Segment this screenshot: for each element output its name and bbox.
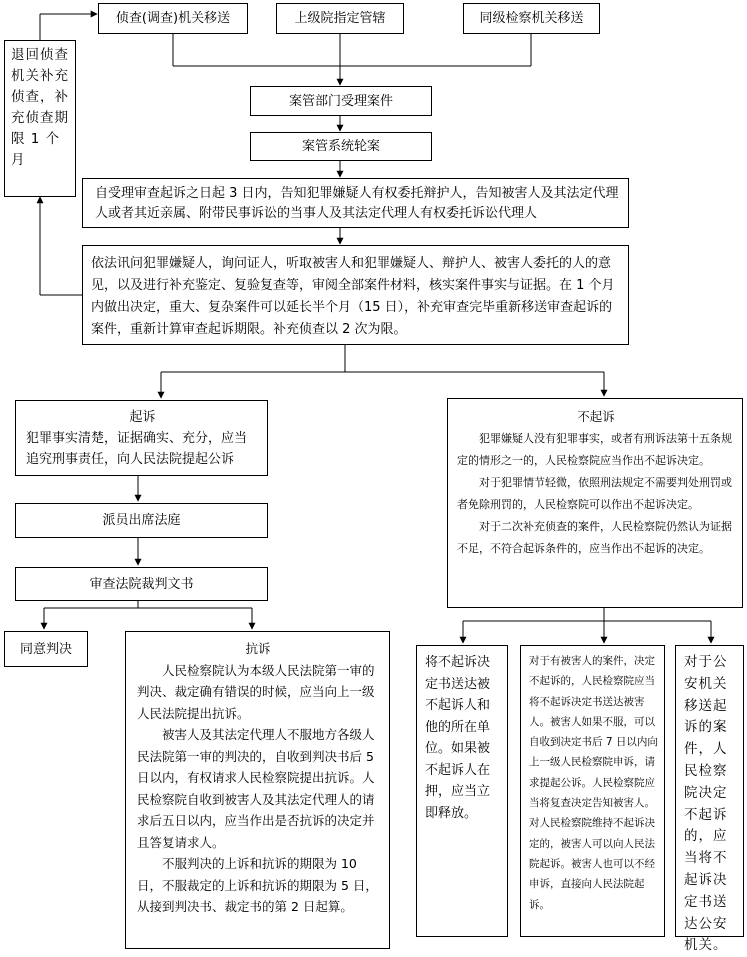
outcome-police [675,645,744,954]
prosecute-title: 起诉 [129,410,156,425]
attend-court-label: 派员出席法庭 [102,513,181,528]
return-supplementary-investigation [4,40,76,197]
case-acceptance-label: 案管部门受理案件 [288,93,393,109]
return-supplementary-investigation-label: 退回侦查机关补充侦查，补充侦查期限 1 个月 [11,47,69,168]
rights-notification [82,178,629,228]
case-acceptance [250,86,432,116]
source-superior-designation [276,3,404,34]
agree-judgment-label: 同意判决 [19,641,72,657]
non-prosecution-para-3: 对于二次补充侦查的案件，人民检察院仍然认为证据不足，不符合起诉条件的，应当作出不起诉的决定。 [457,520,732,555]
source-peer-procuratorate [463,3,600,34]
source-peer-procuratorate-label: 同级检察机关移送 [479,11,584,26]
review-court-judgment-label: 审查法院裁判文书 [89,576,194,592]
case-rotation [250,132,432,161]
rights-notification-text: 自受理审查起诉之日起 3 日内，告知犯罪嫌疑人有权委托辩护人，告知被害人及其法定代理人或者其近亲属、附带民事诉讼的当事人及其法定代理人有权委托诉讼代理人 [95,186,619,221]
source-superior-designation-label: 上级院指定管辖 [294,11,386,26]
outcome-victim [520,645,665,937]
protest-title: 抗诉 [245,641,271,656]
prosecute-box [15,400,268,476]
non-prosecution-para-2: 对于犯罪情节轻微，依照刑法规定不需要判处刑罚或者免除刑罚的，人民检察院可以作出不起诉决定。 [457,476,732,511]
review-court-judgment [15,567,268,601]
source-investigation-transfer [98,3,248,34]
outcome-police-text: 对于公安机关移送起诉的案件，人民检察院决定不起诉的，应当将不起诉决定书送达公安机关。 [684,654,728,954]
outcome-victim-text: 对于有被害人的案件，决定不起诉的，人民检察院应当将不起诉决定书送达被害人。被害人如果不服，可以自收到决定书后 7 日以内向上一级人民检察院申诉，请求提起公诉。人民检察院应当将复查决定告知被害人。对人民检察院维持不起诉决定的，被害人可以向人民法院起诉。被害人也可以不经申诉，直接向人民法院起诉。 [529,655,658,911]
protest-para-2: 被害人及其法定代理人不服地方各级人民法院第一审的判决的，自收到判决书后 5 日以内，有权请求人民检察院提出抗诉。人民检察院自收到被害人及其法定代理人的请求后五日以内，应当作出是否抗诉的决定并且答复请求人。 [137,727,375,850]
outcome-release [416,645,508,937]
case-rotation-label: 案管系统轮案 [301,139,380,154]
non-prosecution-box [447,398,743,608]
attend-court [15,503,268,538]
outcome-release-text: 将不起诉决定书送达被不起诉人和他的所在单位。如果被不起诉人在押，应当立即释放。 [425,655,491,821]
protest-box [125,631,390,949]
agree-judgment [4,631,88,667]
prosecution-review [82,245,629,345]
protest-para-1: 人民检察院认为本级人民法院第一审的判决、裁定确有错误的时候，应当向上一级人民法院提出抗诉。 [137,662,375,721]
protest-para-3: 不服判决的上诉和抗诉的期限为 10 日，不服裁定的上诉和抗诉的期限为 5 日，从接到判决书、裁定书的第 2 日起算。 [137,856,378,914]
non-prosecution-title: 不起诉 [577,409,615,424]
source-investigation-transfer-label: 侦查(调查)机关移送 [115,11,231,26]
prosecute-body: 犯罪事实清楚，证据确实、充分，应当追究刑事责任，向人民法院提起公诉 [26,431,248,467]
non-prosecution-para-1: 犯罪嫌疑人没有犯罪事实，或者有刑诉法第十五条规定的情形之一的，人民检察院应当作出不起诉决定。 [457,432,732,467]
prosecution-review-text: 依法讯问犯罪嫌疑人，询问证人，听取被害人和犯罪嫌疑人、辩护人、被害人委托的人的意见，以及进行补充鉴定、复验复查等，审阅全部案件材料，核实案件事实与证据。在 1 个月内做出决定，重大、复杂案件可以延长半个月（15 日），补充审查完毕重新移送审查起诉的案件，重新计算审查起诉期限。补充侦查以 2 次为限。 [91,256,615,337]
